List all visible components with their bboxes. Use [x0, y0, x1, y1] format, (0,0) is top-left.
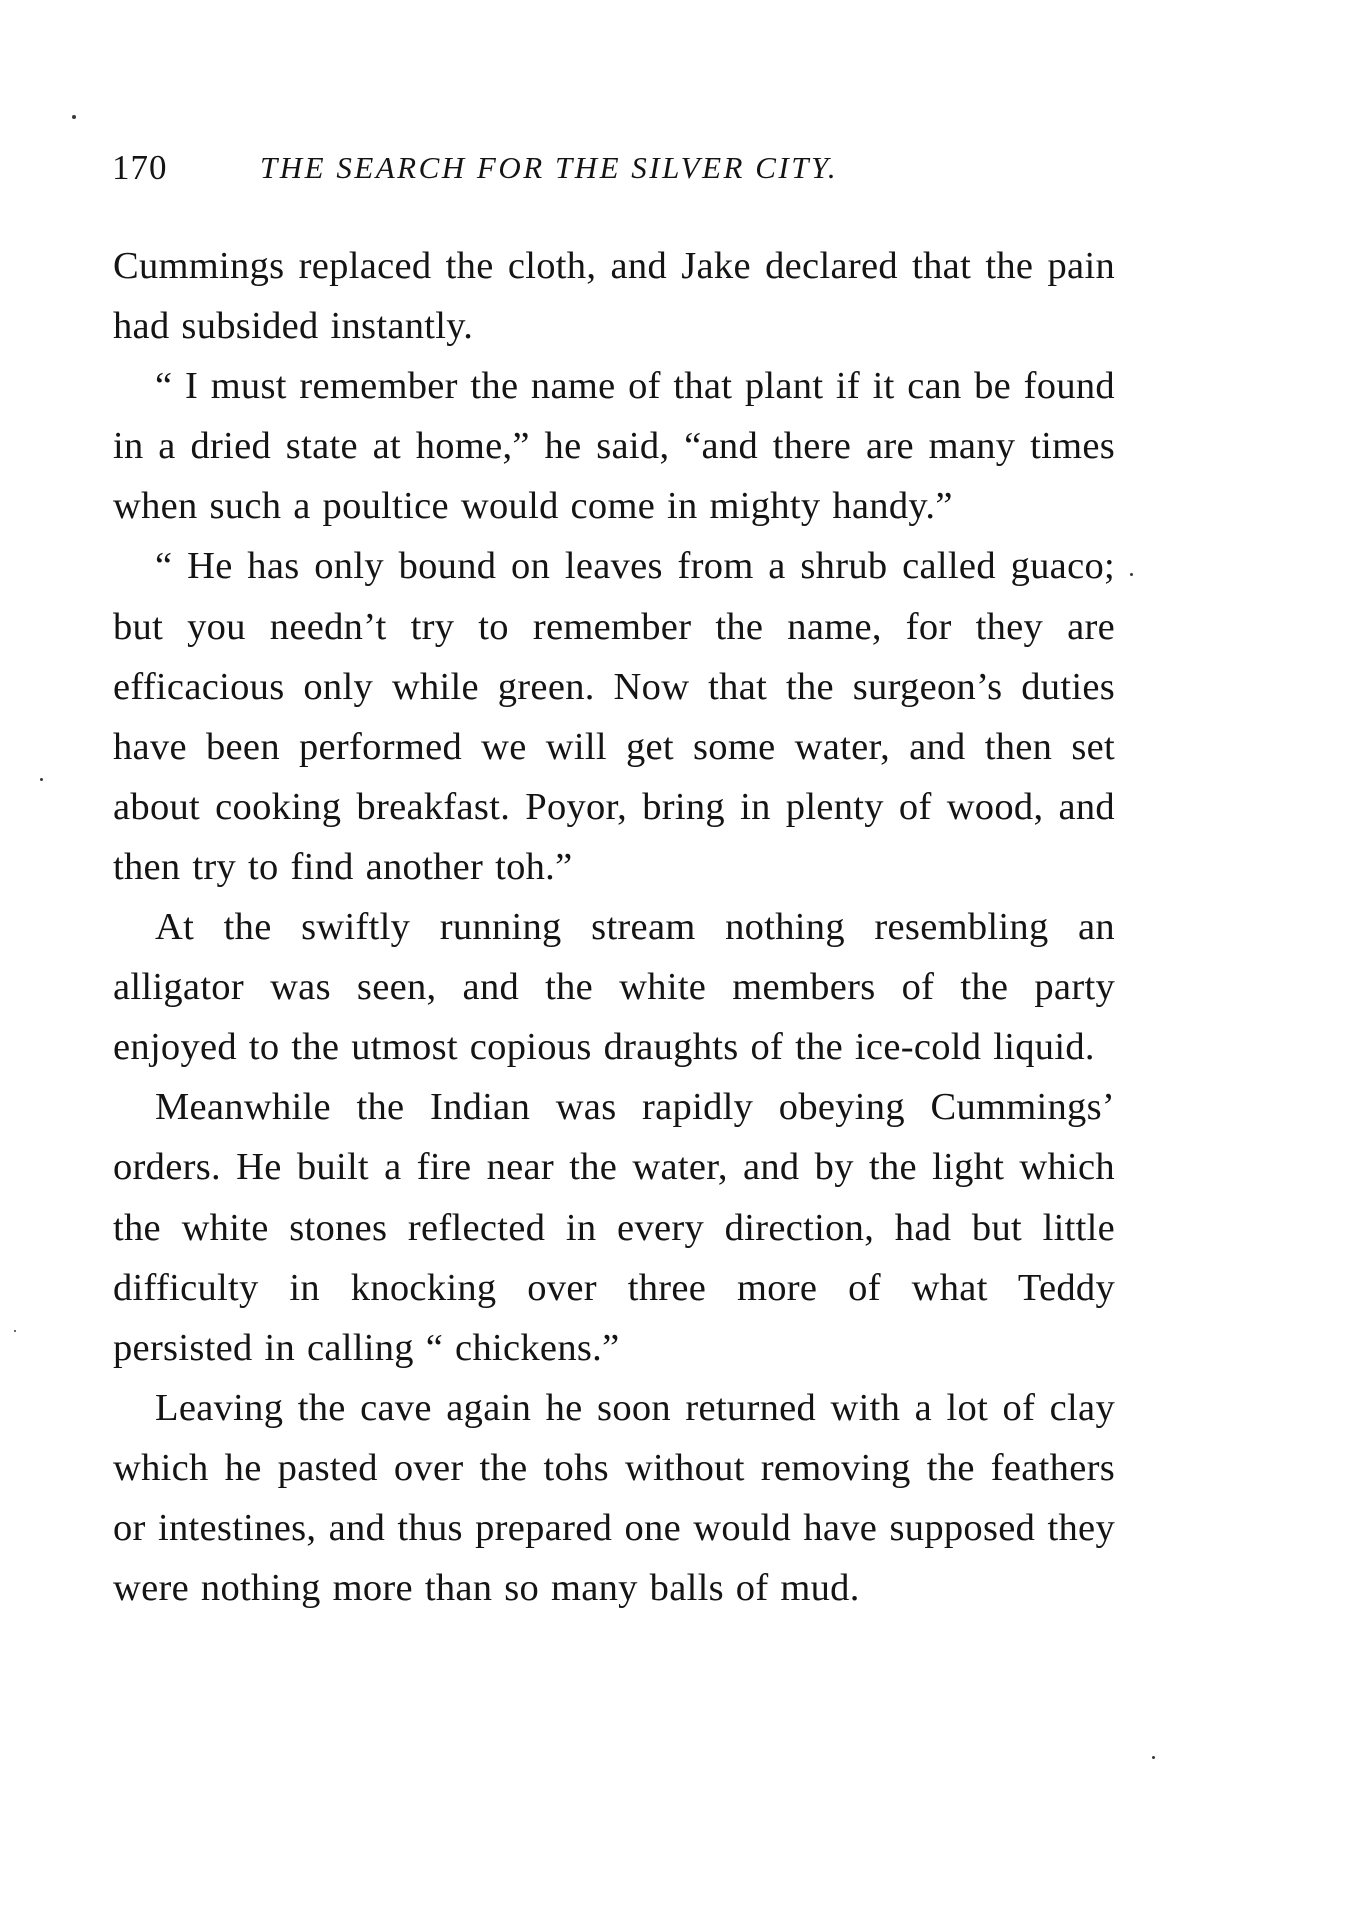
paragraph: “ He has only bound on leaves from a shrub called guaco; but you needn’t try to remember the name, for they are efficacious only while green. Now that the surgeon’s duties have been performed we will get some water, and then set about cooking breakfast. Poyor, bring in plenty of wood, and then try to find another toh.”: [113, 545, 1115, 888]
scan-speck: [1130, 573, 1133, 576]
page-header: [112, 148, 1112, 198]
scan-speck: [1152, 1756, 1155, 1759]
scan-speck: [72, 115, 76, 119]
paragraph: Leaving the cave again he soon returned with a lot of clay which he pasted over the tohs without removing the feathers or intestines, and thus prepared one would have supposed they were nothing more than so many balls of mud.: [113, 1386, 1115, 1610]
running-head: THE SEARCH FOR THE SILVER CITY.: [260, 150, 839, 185]
paragraph: “ I must remember the name of that plant if it can be found in a dried state at home,” he said, “and there are many times when such a poultice would come in mighty handy.”: [113, 365, 1115, 528]
paragraph: Meanwhile the Indian was rapidly obeying Cummings’ orders. He built a fire near the water, and by the light which the white stones reflected in every direction, had but little difficulty in knocking over three more of what Teddy persisted in calling “ chickens.”: [113, 1086, 1115, 1369]
scan-speck: [14, 1330, 16, 1332]
scan-speck: [40, 778, 43, 781]
paragraph: Cummings replaced the cloth, and Jake declared that the pain had subsided instantly.: [113, 245, 1115, 348]
body-text: [113, 236, 1115, 1618]
paragraph: At the swiftly running stream nothing resembling an alligator was seen, and the white members of the party enjoyed to the utmost copious draughts of the ice-cold liquid.: [113, 906, 1115, 1069]
page-number: 170: [112, 148, 168, 187]
